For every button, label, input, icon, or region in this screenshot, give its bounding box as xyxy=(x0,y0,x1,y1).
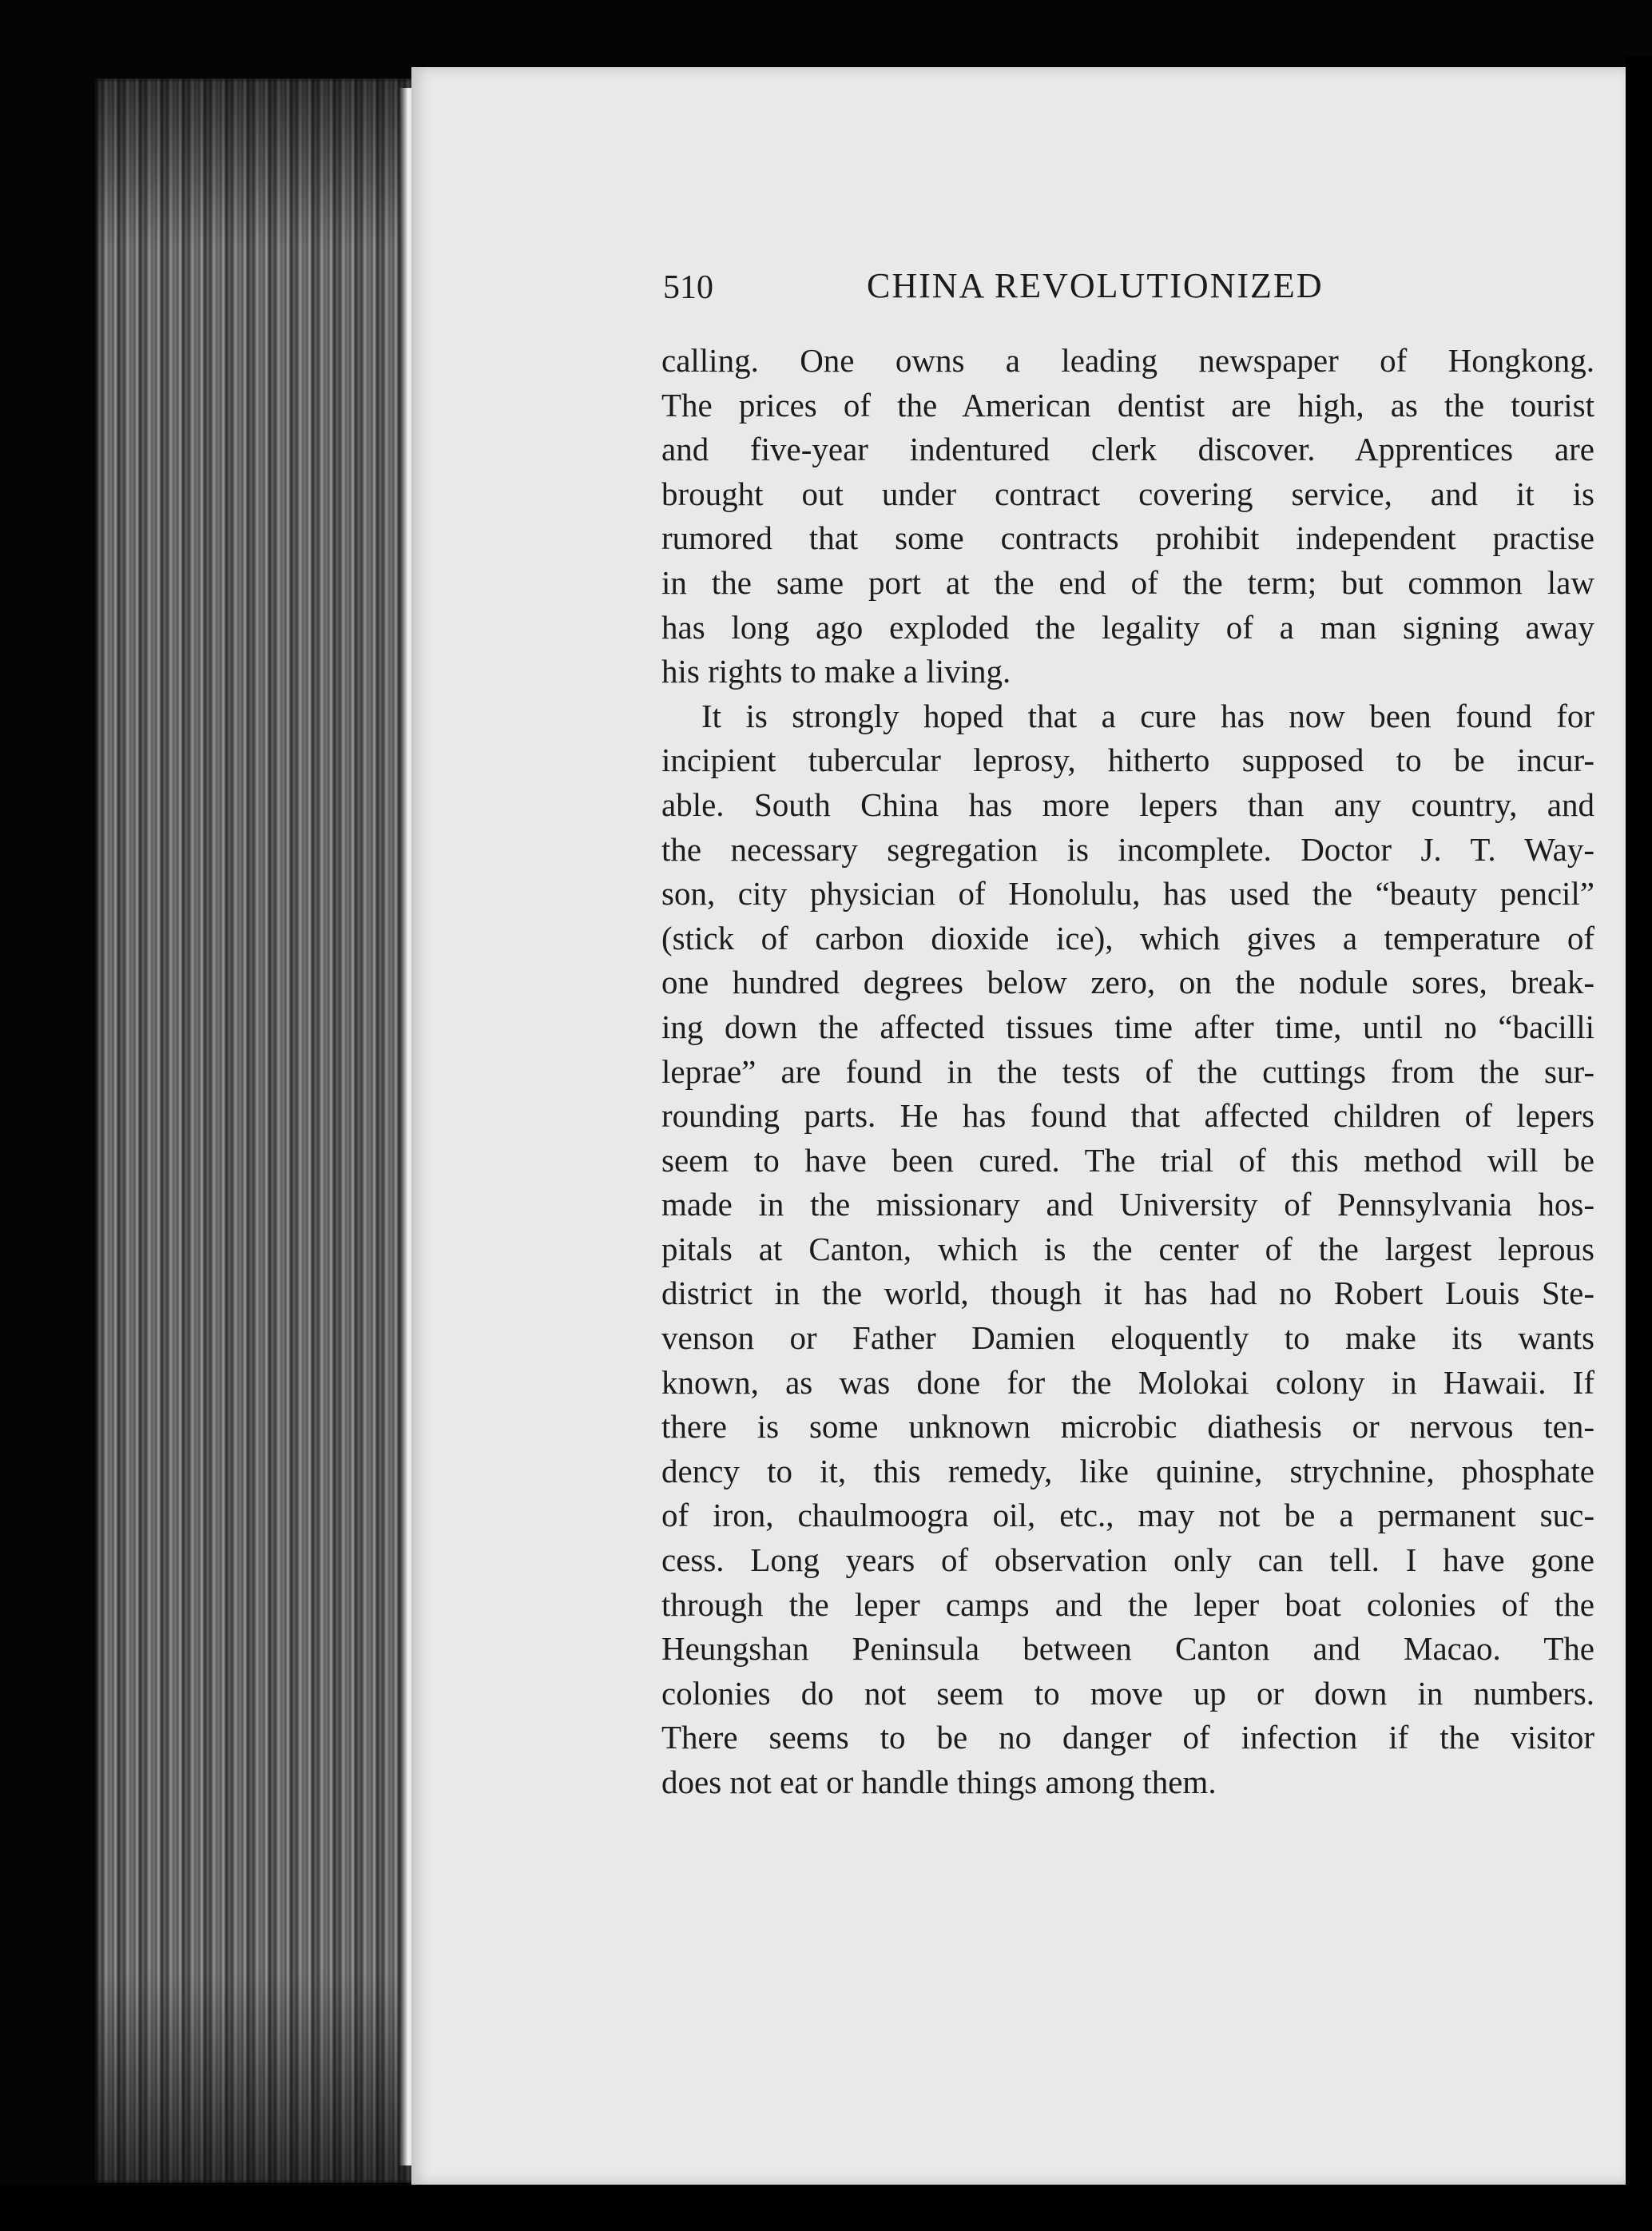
text-line: cess. Long years of observation only can tell. I have gone xyxy=(661,1541,1594,1579)
text-line: colonies do not seem to move up or down in numbers. xyxy=(661,1674,1594,1712)
text-line: able. South China has more lepers than any country, and xyxy=(661,785,1594,823)
text-line: rumored that some contracts prohibit independent practise xyxy=(661,519,1594,557)
text-line: of iron, chaulmoogra oil, etc., may not be a permanent suc- xyxy=(661,1497,1594,1534)
text-line: leprae” are found in the tests of the cuttings from the sur- xyxy=(661,1052,1594,1090)
text-line: rounding parts. He has found that affected children of lepers xyxy=(661,1097,1594,1135)
text-line: known, as was done for the Molokai colony in Hawaii. If xyxy=(661,1363,1594,1401)
running-title: CHINA REVOLUTIONIZED xyxy=(867,266,1324,305)
text-line: does not eat or handle things among them. xyxy=(661,1764,1217,1800)
text-line: It is strongly hoped that a cure has now been found for xyxy=(701,697,1594,734)
page-number: 510 xyxy=(663,269,713,306)
body-text xyxy=(661,339,1594,1805)
text-line: his rights to make a living. xyxy=(661,653,1011,690)
text-line: has long ago exploded the legality of a man signing away xyxy=(661,608,1594,646)
text-line: made in the missionary and University of Pennsylvania hos- xyxy=(661,1186,1594,1223)
text-line: the necessary segregation is incomplete. Doctor J. T. Way- xyxy=(661,830,1594,868)
text-line: pitals at Canton, which is the center of the largest leprous xyxy=(661,1230,1594,1267)
text-line: dency to it, this remedy, like quinine, strychnine, phosphate xyxy=(661,1452,1594,1489)
text-line: The prices of the American dentist are high, as the tourist xyxy=(661,386,1594,424)
text-line: (stick of carbon dioxide ice), which gives a temperature of xyxy=(661,919,1594,956)
text-line: Heungshan Peninsula between Canton and Macao. The xyxy=(661,1630,1594,1668)
text-line: brought out under contract covering service, and it is xyxy=(661,475,1594,512)
text-line: There seems to be no danger of infection if the visitor xyxy=(661,1719,1594,1756)
text-line: incipient tubercular leprosy, hitherto supposed to be incur- xyxy=(661,742,1594,779)
text-line: calling. One owns a leading newspaper of Hongkong. xyxy=(661,342,1594,379)
text-line: one hundred degrees below zero, on the nodule sores, break- xyxy=(661,964,1594,1001)
text-line: seem to have been cured. The trial of this method will be xyxy=(661,1141,1594,1179)
text-line: venson or Father Damien eloquently to make its wants xyxy=(661,1319,1594,1357)
text-line: through the leper camps and the leper boat colonies of the xyxy=(661,1585,1594,1623)
running-head xyxy=(663,265,1590,313)
text-line: and five-year indentured clerk discover. Apprentices are xyxy=(661,431,1594,468)
text-line: son, city physician of Honolulu, has used the “beauty pencil” xyxy=(661,875,1594,913)
text-line: district in the world, though it has had no Robert Louis Ste- xyxy=(661,1275,1594,1312)
fore-edge-shadow xyxy=(96,80,415,2181)
text-line: in the same port at the end of the term; but common law xyxy=(661,563,1594,601)
scan-border-right xyxy=(1626,56,1652,2197)
scan-border-bottom xyxy=(0,2185,1652,2231)
text-line: ing down the affected tissues time after time, until no “bacilli xyxy=(661,1008,1594,1045)
text-line: there is some unknown microbic diathesis or nervous ten- xyxy=(661,1408,1594,1446)
